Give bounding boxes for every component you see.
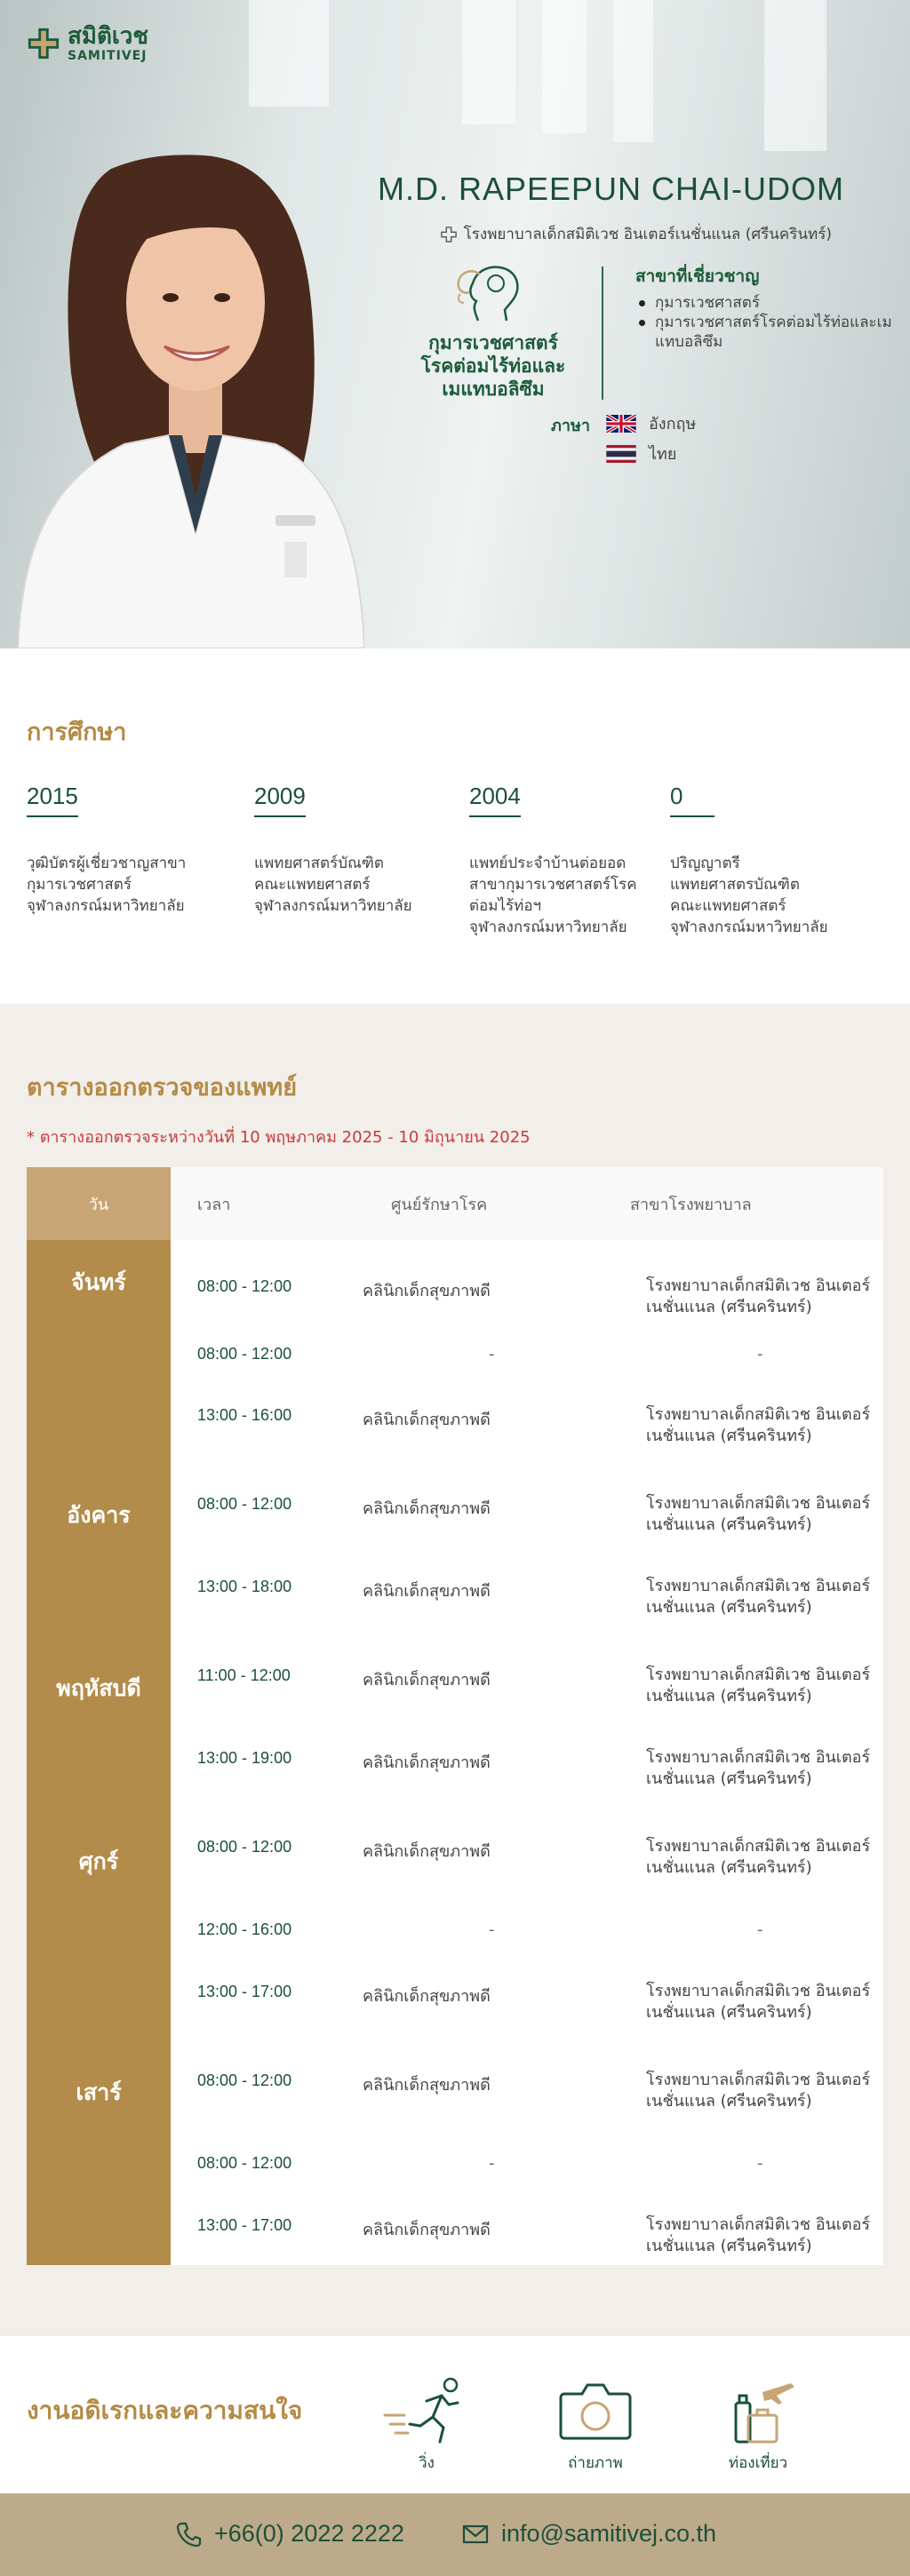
row-branch: โรงพยาบาลเด็กสมิติเวช อินเตอร์เนชั่นแนล (ศรีนครินทร์) <box>646 2071 871 2111</box>
doctor-photo <box>18 142 364 648</box>
row-time: 13:00 - 17:00 <box>197 1983 292 2000</box>
schedule-title: ตารางออกตรวจของแพทย์ <box>27 1074 298 1101</box>
schedule-row <box>171 2056 883 2139</box>
row-center: คลินิกเด็กสุขภาพดี <box>363 1282 491 1300</box>
education-year: 2015 <box>27 783 78 817</box>
language-label: ภาษา <box>551 417 590 435</box>
row-time: 13:00 - 19:00 <box>197 1749 292 1767</box>
email-link[interactable] <box>462 2520 716 2548</box>
row-branch: โรงพยาบาลเด็กสมิติเวช อินเตอร์เนชั่นแนล (ศรีนครินทร์) <box>646 1837 871 1877</box>
education-item <box>469 783 674 938</box>
hobby-label: วิ่ง <box>419 2454 435 2472</box>
specialty-title <box>404 331 582 401</box>
row-branch: โรงพยาบาลเด็กสมิติเวช อินเตอร์เนชั่นแนล (ศรีนครินทร์) <box>646 1666 871 1705</box>
row-time: 08:00 - 12:00 <box>197 2154 292 2172</box>
language-name: ไทย <box>649 445 677 464</box>
row-branch: - <box>757 1920 763 1939</box>
schedule-note: * ตารางออกตรวจระหว่างวันที่ 10 พฤษภาคม 2025 - 10 มิถุนายน 2025 <box>27 1128 531 1147</box>
row-branch: โรงพยาบาลเด็กสมิติเวช อินเตอร์เนชั่นแนล (ศรีนครินทร์) <box>646 1494 871 1534</box>
window-light <box>249 0 329 107</box>
header-center: ศูนย์รักษาโรค <box>391 1195 488 1214</box>
language-name: อังกฤษ <box>649 415 697 433</box>
schedule-header-row <box>27 1167 883 1240</box>
face-profile-icon <box>453 262 533 326</box>
row-time: 13:00 - 17:00 <box>197 2216 292 2234</box>
day-label-thursday: พฤหัสบดี <box>56 1675 141 1701</box>
row-center: คลินิกเด็กสุขภาพดี <box>363 1987 491 2006</box>
logo-english-text: SAMITIVEJ <box>68 49 148 63</box>
schedule-section <box>0 1004 910 2336</box>
schedule-row <box>171 1329 883 1391</box>
specialty-divider <box>602 266 603 400</box>
uk-flag-icon <box>606 415 636 433</box>
mail-icon <box>462 2521 489 2548</box>
row-time: 12:00 - 16:00 <box>197 1920 292 1938</box>
education-desc: วุฒิบัตรผู้เชี่ยวชาญสาขา กุมารเวชศาสตร์ จุฬาลงกรณ์มหาวิทยาลัย <box>27 855 187 915</box>
specialty-line: เมแทบอลิซึม <box>442 378 545 400</box>
row-time: 08:00 - 12:00 <box>197 2071 292 2089</box>
schedule-row <box>171 1240 883 1329</box>
phone-number: +66(0) 2022 2222 <box>214 2520 404 2547</box>
row-time: 13:00 - 16:00 <box>197 1406 292 1424</box>
row-branch: โรงพยาบาลเด็กสมิติเวช อินเตอร์เนชั่นแนล (ศรีนครินทร์) <box>646 2215 871 2255</box>
camera-icon <box>547 2376 644 2447</box>
row-branch: - <box>757 1345 763 1364</box>
doctor-hospital <box>441 222 832 246</box>
row-time: 11:00 - 12:00 <box>197 1666 291 1684</box>
schedule-row <box>171 1734 883 1823</box>
schedule-table <box>27 1167 883 2265</box>
header-branch: สาขาโรงพยาบาล <box>630 1195 752 1214</box>
day-column <box>27 1240 171 2265</box>
education-section <box>0 648 910 1004</box>
schedule-row <box>171 2201 883 2265</box>
row-time: 13:00 - 18:00 <box>197 1578 292 1595</box>
doctor-hospital-name: โรงพยาบาลเด็กสมิติเวช อินเตอร์เนชั่นแนล (ศรีนครินทร์) <box>463 226 832 243</box>
row-branch: - <box>757 2154 763 2173</box>
day-label-tuesday: อังคาร <box>67 1502 131 1528</box>
row-center: คลินิกเด็กสุขภาพดี <box>363 1671 491 1690</box>
schedule-body <box>27 1240 883 2265</box>
hospital-plus-icon <box>441 227 457 242</box>
education-title: การศึกษา <box>27 719 127 746</box>
schedule-rows <box>171 1240 883 2265</box>
expertise-heading: สาขาที่เชี่ยวชาญ <box>635 266 760 286</box>
day-label-monday: จันทร์ <box>71 1269 126 1295</box>
row-time: 08:00 - 12:00 <box>197 1838 292 1856</box>
hobbies-title: งานอดิเรกและความสนใจ <box>27 2396 303 2425</box>
row-time: 08:00 - 12:00 <box>197 1277 292 1295</box>
window-light <box>613 0 653 142</box>
row-branch: โรงพยาบาลเด็กสมิติเวช อินเตอร์เนชั่นแนล (ศรีนครินทร์) <box>646 1276 871 1316</box>
row-center: คลินิกเด็กสุขภาพดี <box>363 2221 491 2239</box>
header-day: วัน <box>27 1167 171 1240</box>
language-item-english <box>606 410 696 436</box>
doctor-hero <box>0 0 910 648</box>
education-year: 0 <box>670 783 714 817</box>
samitivej-logo[interactable] <box>27 25 148 62</box>
row-center: - <box>489 2154 495 2173</box>
window-light <box>542 0 587 133</box>
thai-flag-icon <box>606 445 636 463</box>
doctor-name: M.D. RAPEEPUN CHAI-UDOM <box>377 171 844 207</box>
education-desc: แพทย์ประจำบ้านต่อยอด สาขากุมารเวชศาสตร์โรค ต่อมไร้ท่อฯ จุฬาลงกรณ์มหาวิทยาลัย <box>469 855 637 936</box>
header-rest <box>171 1167 883 1240</box>
phone-link[interactable] <box>175 2520 404 2548</box>
hobby-running <box>378 2376 475 2475</box>
schedule-row <box>171 1651 883 1734</box>
schedule-row <box>171 1391 883 1480</box>
schedule-row <box>171 1823 883 1905</box>
schedule-row <box>171 1480 883 1562</box>
logo-thai-text: สมิติเวช <box>68 23 149 50</box>
specialty-line: กุมารเวชศาสตร์ <box>428 332 558 354</box>
window-light <box>462 0 515 124</box>
samitivej-cross-icon <box>27 27 60 60</box>
hobby-photography <box>547 2376 644 2475</box>
education-desc: แพทยศาสตร์บัณฑิต คณะแพทยศาสตร์ จุฬาลงกรณ์มหาวิทยาลัย <box>254 855 412 915</box>
language-item-thai <box>606 441 676 466</box>
row-branch: โรงพยาบาลเด็กสมิติเวช อินเตอร์เนชั่นแนล (ศรีนครินทร์) <box>646 1982 871 2022</box>
row-center: คลินิกเด็กสุขภาพดี <box>363 2076 491 2095</box>
day-label-saturday: เสาร์ <box>76 2079 122 2105</box>
phone-icon <box>175 2521 202 2548</box>
row-branch: โรงพยาบาลเด็กสมิติเวช อินเตอร์เนชั่นแนล (ศรีนครินทร์) <box>646 1577 871 1617</box>
row-center: - <box>489 1920 495 1939</box>
hobby-label: ท่องเที่ยว <box>728 2454 788 2472</box>
header-time: เวลา <box>197 1195 231 1214</box>
hobbies-section <box>0 2336 910 2493</box>
education-desc: ปริญญาตรี แพทยศาสตรบัณฑิต คณะแพทยศาสตร์ จุฬาลงกรณ์มหาวิทยาลัย <box>670 855 828 936</box>
education-year: 2004 <box>469 783 521 817</box>
education-item <box>254 783 459 917</box>
row-center: คลินิกเด็กสุขภาพดี <box>363 1842 491 1861</box>
contact-footer <box>0 2493 910 2576</box>
row-branch: โรงพยาบาลเด็กสมิติเวช อินเตอร์เนชั่นแนล (ศรีนครินทร์) <box>646 1748 871 1788</box>
schedule-row <box>171 1968 883 2056</box>
travel-icon <box>709 2376 807 2447</box>
row-branch: โรงพยาบาลเด็กสมิติเวช อินเตอร์เนชั่นแนล (ศรีนครินทร์) <box>646 1405 871 1445</box>
expertise-block <box>635 263 893 352</box>
running-icon <box>378 2376 475 2447</box>
row-center: คลินิกเด็กสุขภาพดี <box>363 1753 491 1772</box>
row-center: คลินิกเด็กสุขภาพดี <box>363 1411 491 1429</box>
expertise-item: กุมารเวชศาสตร์ <box>635 293 893 313</box>
row-time: 08:00 - 12:00 <box>197 1495 292 1513</box>
specialty-line: โรคต่อมไร้ท่อและ <box>420 355 566 377</box>
schedule-row <box>171 1562 883 1651</box>
expertise-list <box>635 293 893 352</box>
day-label-friday: ศุกร์ <box>78 1849 119 1874</box>
education-list <box>27 783 883 960</box>
row-center: คลินิกเด็กสุขภาพดี <box>363 1499 491 1518</box>
row-center: - <box>489 1345 495 1364</box>
schedule-row <box>171 2139 883 2201</box>
hobby-label: ถ่ายภาพ <box>568 2454 623 2472</box>
education-year: 2009 <box>254 783 306 817</box>
schedule-row <box>171 1905 883 1968</box>
education-item <box>27 783 231 917</box>
expertise-item: กุมารเวชศาสตร์โรคต่อมไร้ท่อและเมแทบอลิซึม <box>635 313 893 352</box>
hobby-travel <box>709 2376 807 2475</box>
education-item <box>670 783 874 938</box>
window-light <box>764 0 826 151</box>
row-time: 08:00 - 12:00 <box>197 1345 292 1363</box>
specialty-block <box>404 262 582 401</box>
email-address: info@samitivej.co.th <box>501 2520 716 2547</box>
row-center: คลินิกเด็กสุขภาพดี <box>363 1582 491 1601</box>
